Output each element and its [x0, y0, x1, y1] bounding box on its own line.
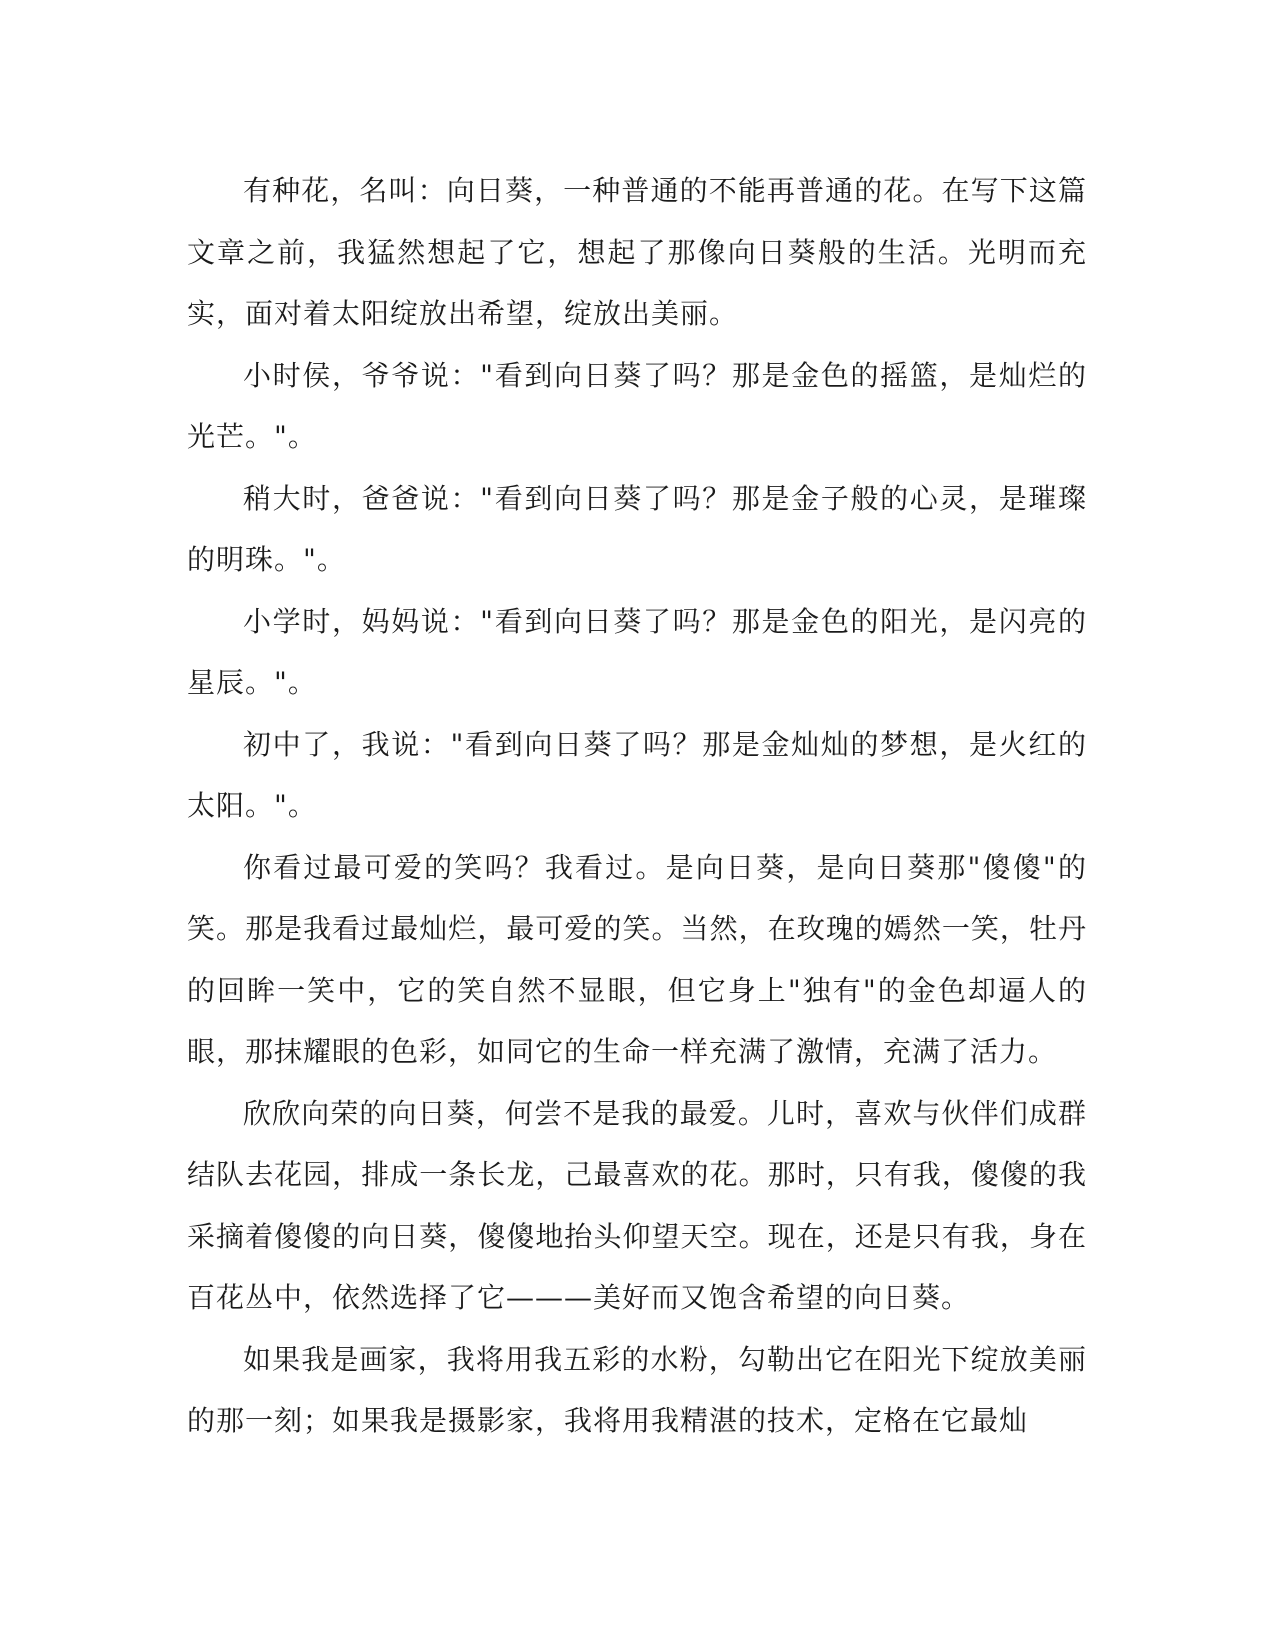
paragraph-4: 小学时，妈妈说："看到向日葵了吗？那是金色的阳光，是闪亮的星辰。"。: [187, 604, 1087, 699]
paragraph-7: 欣欣向荣的向日葵，何尝不是我的最爱。儿时，喜欢与伙伴们成群结队去花园，排成一条长龙，己最喜欢的花。那时，只有我，傻傻的我采摘着傻傻的向日葵，傻傻地抬头仰望天空。现在，还是只有我，身在百花丛中，依然选择了它———美好而又饱含希望的向日葵。: [187, 1096, 1087, 1314]
paragraph-8: 如果我是画家，我将用我五彩的水粉，勾勒出它在阳光下绽放美丽的那一刻；如果我是摄影家，我将用我精湛的技术，定格在它最灿: [187, 1342, 1087, 1437]
paragraph-1: 有种花，名叫：向日葵，一种普通的不能再普通的花。在写下这篇文章之前，我猛然想起了它，想起了那像向日葵般的生活。光明而充实，面对着太阳绽放出希望，绽放出美丽。: [187, 174, 1087, 330]
article-body: [187, 160, 1087, 1452]
paragraph-6: 你看过最可爱的笑吗？我看过。是向日葵，是向日葵那"傻傻"的笑。那是我看过最灿烂，最可爱的笑。当然，在玫瑰的嫣然一笑，牡丹的回眸一笑中，它的笑自然不显眼，但它身上"独有"的金色却逼人的眼，那抹耀眼的色彩，如同它的生命一样充满了激情，充满了活力。: [187, 850, 1087, 1068]
paragraph-5: 初中了，我说："看到向日葵了吗？那是金灿灿的梦想，是火红的太阳。"。: [187, 727, 1087, 822]
paragraph-2: 小时侯，爷爷说："看到向日葵了吗？那是金色的摇篮，是灿烂的光芒。"。: [187, 358, 1087, 453]
paragraph-3: 稍大时，爸爸说："看到向日葵了吗？那是金子般的心灵，是璀璨的明珠。"。: [187, 481, 1087, 576]
